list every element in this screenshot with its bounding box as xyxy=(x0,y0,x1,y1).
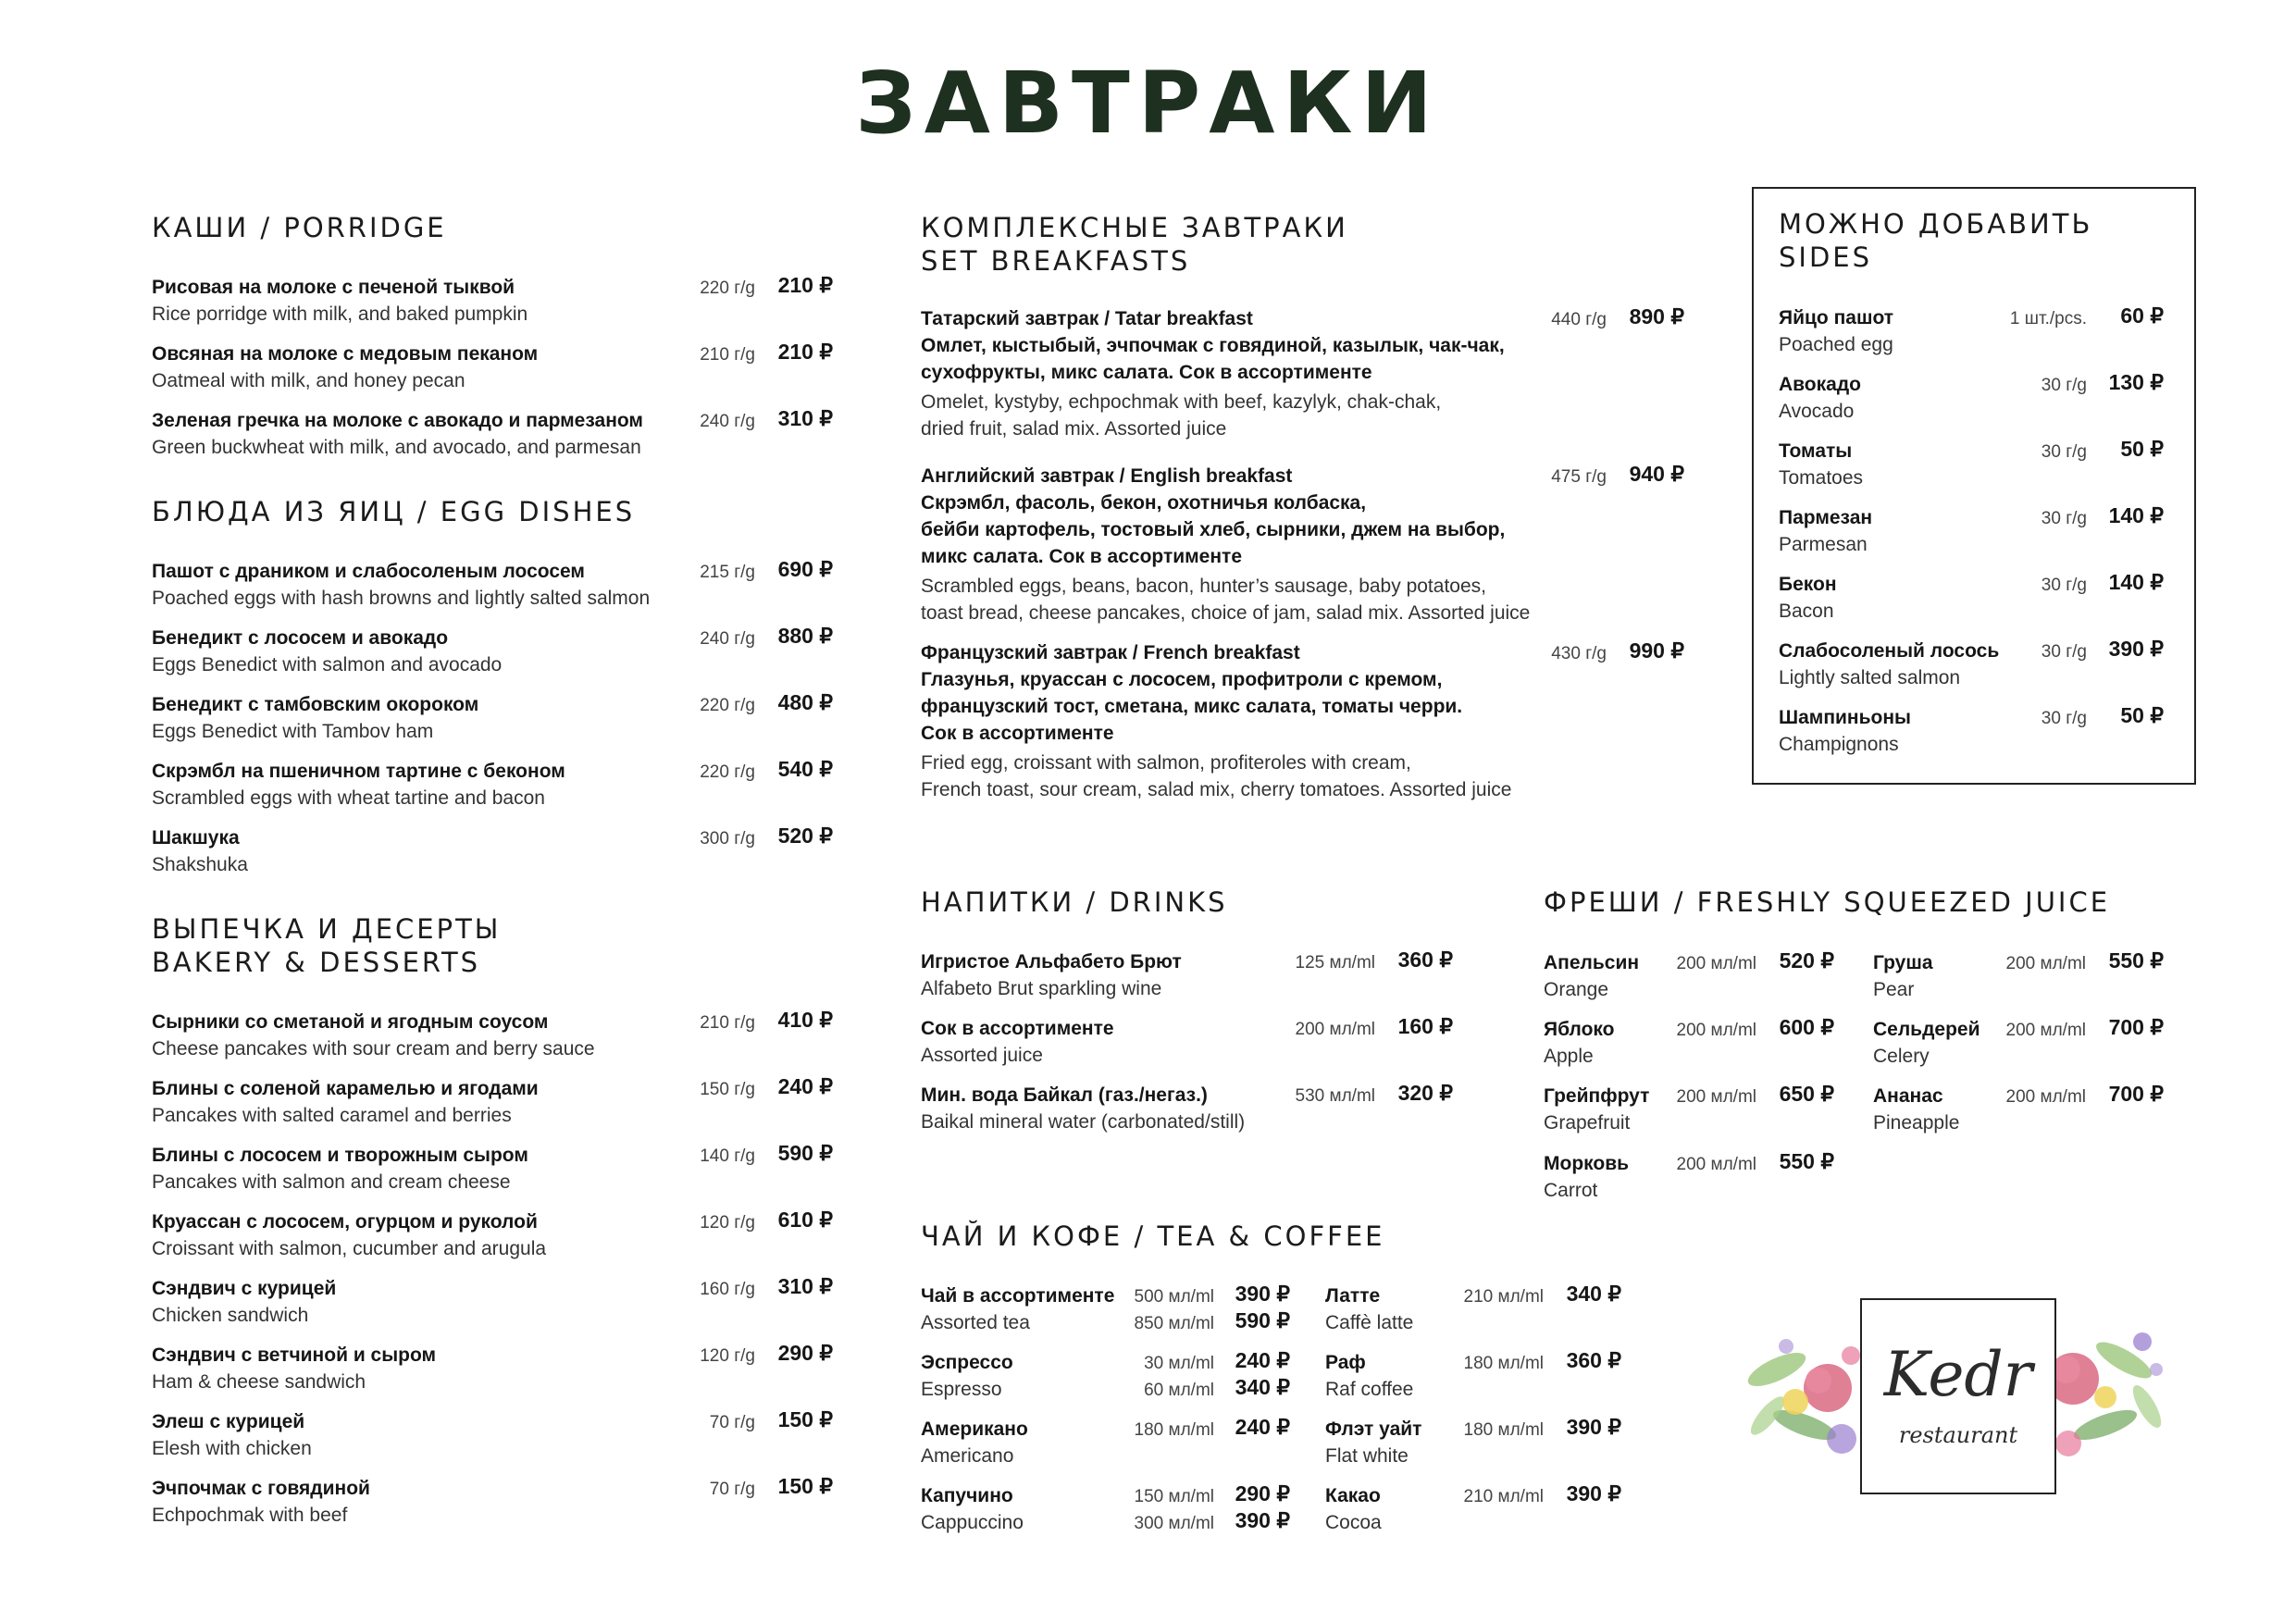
item-name-en: Ham & cheese sandwich xyxy=(152,1371,366,1393)
item-weight: 200 мл/ml xyxy=(1676,954,1756,973)
item-name-ru: Шампиньоны xyxy=(1779,707,1911,728)
sides-title-en: SIDES xyxy=(1779,242,1873,273)
item-price: 390 ₽ xyxy=(1235,1282,1290,1306)
item-name-ru: Какао xyxy=(1325,1485,1381,1506)
item-name-ru: Пашот с драником и слабосоленым лососем xyxy=(152,561,585,582)
item-name-en: Orange xyxy=(1544,979,1609,1000)
set-desc-en: French toast, sour cream, salad mix, cherry tomatoes. Assorted juice xyxy=(921,779,1512,800)
set-desc-ru: Омлет, кыстыбый, эчпочмак с говядиной, казылык, чак-чак, xyxy=(921,335,1505,356)
item-price: 410 ₽ xyxy=(777,1008,833,1032)
item-weight: 140 г/g xyxy=(700,1146,755,1166)
item-name-en: Assorted juice xyxy=(921,1045,1043,1066)
set-desc-ru: бейби картофель, тостовый хлеб, сырники, джем на выбор, xyxy=(921,519,1506,540)
item-price: 990 ₽ xyxy=(1629,638,1684,663)
item-name-ru: Сельдерей xyxy=(1873,1019,1980,1040)
item-weight: 300 г/g xyxy=(700,829,755,849)
item-weight: 30 мл/ml xyxy=(1144,1354,1214,1373)
item-price: 880 ₽ xyxy=(777,624,833,648)
item-weight: 150 г/g xyxy=(700,1080,755,1099)
item-name-en: Chicken sandwich xyxy=(152,1305,309,1326)
item-price: 310 ₽ xyxy=(777,1274,833,1298)
item-weight: 30 г/g xyxy=(2041,509,2087,528)
item-weight: 120 г/g xyxy=(700,1213,755,1233)
item-name-en: Baikal mineral water (carbonated/still) xyxy=(921,1111,1246,1133)
item-price: 700 ₽ xyxy=(2108,1082,2164,1106)
item-name-ru: Зеленая гречка на молоке с авокадо и пармезаном xyxy=(152,410,643,431)
item-price: 520 ₽ xyxy=(777,824,833,848)
page-title: ЗАВТРАКИ xyxy=(855,54,1441,153)
item-weight: 200 мл/ml xyxy=(2005,954,2086,973)
flowers-left-icon xyxy=(1740,1314,1879,1471)
item-price: 700 ₽ xyxy=(2108,1015,2164,1039)
item-name-ru: Эспрессо xyxy=(921,1352,1013,1373)
item-name-ru: Шакшука xyxy=(152,827,240,849)
item-name-en: Flat white xyxy=(1325,1445,1409,1467)
item-price: 610 ₽ xyxy=(777,1208,833,1232)
item-weight: 160 г/g xyxy=(700,1280,755,1299)
item-name-en: Espresso xyxy=(921,1379,1002,1400)
item-price: 160 ₽ xyxy=(1397,1014,1453,1038)
item-weight: 60 мл/ml xyxy=(1144,1381,1214,1400)
item-weight: 30 г/g xyxy=(2041,376,2087,395)
item-name-en: Croissant with salmon, cucumber and arugula xyxy=(152,1238,547,1259)
set-name: Английский завтрак / English breakfast xyxy=(921,465,1293,487)
item-name-ru: Груша xyxy=(1873,952,1933,973)
item-price: 140 ₽ xyxy=(2108,503,2164,527)
item-name-ru: Американо xyxy=(921,1419,1028,1440)
item-weight: 240 г/g xyxy=(700,412,755,431)
logo-subtitle: restaurant xyxy=(1898,1422,2018,1448)
bakery-title-en: BAKERY & DESSERTS xyxy=(152,947,481,978)
item-name-ru: Игристое Альфабето Брют xyxy=(921,951,1182,973)
item-name-en: Cheese pancakes with sour cream and berry sauce xyxy=(152,1038,595,1059)
item-weight: 500 мл/ml xyxy=(1134,1287,1214,1307)
item-weight: 1 шт./pcs. xyxy=(2009,309,2087,328)
item-name-en: Lightly salted salmon xyxy=(1779,667,1961,688)
item-weight: 200 мл/ml xyxy=(1676,1021,1756,1040)
tea-coffee-section-title: ЧАЙ И КОФЕ / TEA & COFFEE xyxy=(921,1220,1385,1252)
item-price: 550 ₽ xyxy=(2108,948,2164,973)
item-price: 140 ₽ xyxy=(2108,570,2164,594)
item-name-ru: Капучино xyxy=(921,1485,1013,1506)
item-name-ru: Овсяная на молоке с медовым пеканом xyxy=(152,343,539,365)
item-name-ru: Сок в ассортименте xyxy=(921,1018,1114,1039)
item-name-ru: Латте xyxy=(1325,1285,1381,1307)
item-weight: 30 г/g xyxy=(2041,442,2087,462)
item-weight: 240 г/g xyxy=(700,629,755,649)
item-weight: 180 мл/ml xyxy=(1463,1354,1544,1373)
sides-title-ru: МОЖНО ДОБАВИТЬ xyxy=(1779,208,2093,240)
item-name-ru: Сэндвич с ветчиной и сыром xyxy=(152,1344,437,1366)
item-name-en: Pear xyxy=(1873,979,1915,1000)
item-name-ru: Мин. вода Байкал (газ./негаз.) xyxy=(921,1084,1208,1106)
item-name-ru: Грейпфрут xyxy=(1544,1085,1650,1107)
item-price: 150 ₽ xyxy=(777,1407,833,1431)
item-weight: 180 мл/ml xyxy=(1134,1420,1214,1440)
sets-title-ru: КОМПЛЕКСНЫЕ ЗАВТРАКИ xyxy=(921,212,1348,243)
item-weight: 70 г/g xyxy=(709,1413,755,1432)
item-weight: 200 мл/ml xyxy=(2005,1087,2086,1107)
item-name-ru: Бекон xyxy=(1779,574,1837,595)
set-desc-en: toast bread, cheese pancakes, choice of jam, salad mix. Assorted juice xyxy=(921,602,1531,624)
item-weight: 120 г/g xyxy=(700,1346,755,1366)
item-weight: 30 г/g xyxy=(2041,576,2087,595)
item-price: 360 ₽ xyxy=(1566,1348,1621,1372)
item-name-en: Poached egg xyxy=(1779,334,1893,355)
item-weight: 200 мл/ml xyxy=(1676,1155,1756,1174)
set-breakfasts-section-title xyxy=(921,211,1348,278)
item-name-ru: Элеш с курицей xyxy=(152,1411,305,1432)
item-weight: 440 г/g xyxy=(1551,310,1607,329)
item-name-ru: Яйцо пашот xyxy=(1779,307,1894,328)
item-name-en: Echpochmak with beef xyxy=(152,1505,348,1526)
item-weight: 215 г/g xyxy=(700,563,755,582)
bakery-section-title xyxy=(152,912,501,979)
item-name-ru: Эчпочмак с говядиной xyxy=(152,1478,370,1499)
item-weight: 125 мл/ml xyxy=(1295,953,1375,973)
item-price: 210 ₽ xyxy=(777,340,833,364)
item-weight: 210 г/g xyxy=(700,1013,755,1033)
item-name-en: Caffè latte xyxy=(1325,1312,1414,1333)
restaurant-logo xyxy=(1860,1298,2056,1494)
item-name-en: Americano xyxy=(921,1445,1014,1467)
item-name-ru: Раф xyxy=(1325,1352,1366,1373)
set-desc-ru: Скрэмбл, фасоль, бекон, охотничья колбаска, xyxy=(921,492,1367,514)
item-name-en: Eggs Benedict with salmon and avocado xyxy=(152,654,503,675)
item-name-en: Assorted tea xyxy=(921,1312,1030,1333)
item-name-ru: Бенедикт с лососем и авокадо xyxy=(152,627,449,649)
item-name-ru: Слабосоленый лосось xyxy=(1779,640,2000,662)
item-name-ru: Пармезан xyxy=(1779,507,1873,528)
item-name-ru: Ананас xyxy=(1873,1085,1943,1107)
item-name-ru: Сэндвич с курицей xyxy=(152,1278,337,1299)
item-weight: 30 г/g xyxy=(2041,642,2087,662)
item-price: 390 ₽ xyxy=(2108,637,2164,661)
item-weight: 210 мл/ml xyxy=(1463,1487,1544,1506)
set-name: Татарский завтрак / Tatar breakfast xyxy=(921,308,1253,329)
item-weight: 530 мл/ml xyxy=(1295,1086,1375,1106)
item-name-en: Bacon xyxy=(1779,601,1834,622)
item-name-en: Parmesan xyxy=(1779,534,1868,555)
item-name-en: Cocoa xyxy=(1325,1512,1382,1533)
item-name-en: Green buckwheat with milk, and avocado, and parmesan xyxy=(152,437,641,458)
item-weight: 70 г/g xyxy=(709,1480,755,1499)
item-weight: 220 г/g xyxy=(700,696,755,715)
item-name-ru: Блины с лососем и творожным сыром xyxy=(152,1145,528,1166)
item-price: 480 ₽ xyxy=(777,690,833,714)
bakery-title-ru: ВЫПЕЧКА И ДЕСЕРТЫ xyxy=(152,913,502,945)
set-desc-ru: сухофрукты, микс салата. Сок в ассортименте xyxy=(921,362,1372,383)
item-name-ru: Рисовая на молоке с печеной тыквой xyxy=(152,277,515,298)
item-name-en: Raf coffee xyxy=(1325,1379,1414,1400)
item-price: 310 ₽ xyxy=(777,406,833,430)
item-name-en: Apple xyxy=(1544,1046,1594,1067)
item-price: 940 ₽ xyxy=(1629,462,1684,486)
item-price: 340 ₽ xyxy=(1235,1375,1290,1399)
item-weight: 220 г/g xyxy=(700,279,755,298)
set-desc-en: Fried egg, croissant with salmon, profiteroles with cream, xyxy=(921,752,1411,774)
item-name-en: Poached eggs with hash browns and lightly salted salmon xyxy=(152,588,651,609)
set-desc-ru: французский тост, сметана, микс салата, томаты черри. xyxy=(921,696,1463,717)
item-price: 130 ₽ xyxy=(2108,370,2164,394)
item-weight: 200 мл/ml xyxy=(1676,1087,1756,1107)
item-price: 650 ₽ xyxy=(1779,1082,1834,1106)
item-price: 520 ₽ xyxy=(1779,948,1834,973)
item-price: 390 ₽ xyxy=(1235,1508,1290,1532)
set-desc-ru: Глазунья, круассан с лососем, профитроли с кремом, xyxy=(921,669,1443,690)
item-weight: 300 мл/ml xyxy=(1134,1514,1214,1533)
item-name-en: Pancakes with salted caramel and berries xyxy=(152,1105,512,1126)
item-name-ru: Чай в ассортименте xyxy=(921,1285,1115,1307)
item-price: 290 ₽ xyxy=(777,1341,833,1365)
set-desc-ru: Сок в ассортименте xyxy=(921,723,1114,744)
item-price: 320 ₽ xyxy=(1397,1081,1453,1105)
item-name-en: Grapefruit xyxy=(1544,1112,1631,1134)
item-price: 600 ₽ xyxy=(1779,1015,1834,1039)
item-name-en: Champignons xyxy=(1779,734,1899,755)
item-name-ru: Морковь xyxy=(1544,1153,1630,1174)
item-price: 590 ₽ xyxy=(1235,1308,1290,1332)
item-name-ru: Авокадо xyxy=(1779,374,1861,395)
item-price: 50 ₽ xyxy=(2120,703,2164,727)
item-weight: 475 г/g xyxy=(1551,467,1607,487)
item-price: 690 ₽ xyxy=(777,557,833,581)
item-name-en: Cappuccino xyxy=(921,1512,1024,1533)
set-desc-ru: микс салата. Сок в ассортименте xyxy=(921,546,1243,567)
item-price: 290 ₽ xyxy=(1235,1481,1290,1505)
egg-dishes-section-title: БЛЮДА ИЗ ЯИЦ / EGG DISHES xyxy=(152,496,636,527)
item-weight: 30 г/g xyxy=(2041,709,2087,728)
item-name-ru: Бенедикт с тамбовским окороком xyxy=(152,694,479,715)
logo-name: Kedr xyxy=(1883,1339,2033,1410)
juice-section-title: ФРЕШИ / FRESHLY SQUEEZED JUICE xyxy=(1544,886,2111,918)
item-price: 390 ₽ xyxy=(1566,1415,1621,1439)
item-price: 240 ₽ xyxy=(777,1074,833,1098)
item-name-ru: Флэт уайт xyxy=(1325,1419,1422,1440)
item-weight: 430 г/g xyxy=(1551,644,1607,663)
item-weight: 850 мл/ml xyxy=(1134,1314,1214,1333)
item-weight: 150 мл/ml xyxy=(1134,1487,1214,1506)
sets-title-en: SET BREAKFASTS xyxy=(921,245,1191,277)
item-price: 240 ₽ xyxy=(1235,1348,1290,1372)
item-weight: 220 г/g xyxy=(700,762,755,782)
item-weight: 210 мл/ml xyxy=(1463,1287,1544,1307)
set-desc-en: Omelet, kystyby, echpochmak with beef, kazylyk, chak-chak, xyxy=(921,391,1442,413)
item-name-ru: Яблоко xyxy=(1544,1019,1615,1040)
item-price: 590 ₽ xyxy=(777,1141,833,1165)
item-price: 210 ₽ xyxy=(777,273,833,297)
item-price: 550 ₽ xyxy=(1779,1149,1834,1173)
item-name-ru: Круассан с лососем, огурцом и руколой xyxy=(152,1211,538,1233)
porridge-section-title: КАШИ / PORRIDGE xyxy=(152,212,447,243)
item-price: 890 ₽ xyxy=(1629,304,1684,328)
item-price: 60 ₽ xyxy=(2120,304,2164,328)
item-name-ru: Сырники со сметаной и ягодным соусом xyxy=(152,1011,549,1033)
item-price: 340 ₽ xyxy=(1566,1282,1621,1306)
item-name-en: Carrot xyxy=(1544,1180,1598,1201)
item-price: 150 ₽ xyxy=(777,1474,833,1498)
set-desc-en: Scrambled eggs, beans, bacon, hunter’s sausage, baby potatoes, xyxy=(921,576,1486,597)
item-name-en: Eggs Benedict with Tambov ham xyxy=(152,721,434,742)
item-name-en: Elesh with chicken xyxy=(152,1438,312,1459)
drinks-section-title: НАПИТКИ / DRINKS xyxy=(921,886,1228,918)
item-price: 360 ₽ xyxy=(1397,948,1453,972)
item-name-en: Pancakes with salmon and cream cheese xyxy=(152,1171,511,1193)
item-price: 390 ₽ xyxy=(1566,1481,1621,1505)
item-name-ru: Томаты xyxy=(1779,440,1853,462)
item-weight: 200 мл/ml xyxy=(1295,1020,1375,1039)
item-name-en: Pineapple xyxy=(1873,1112,1960,1134)
item-price: 240 ₽ xyxy=(1235,1415,1290,1439)
item-name-en: Shakshuka xyxy=(152,854,248,875)
item-name-en: Celery xyxy=(1873,1046,1930,1067)
item-name-ru: Апельсин xyxy=(1544,952,1640,973)
item-weight: 210 г/g xyxy=(700,345,755,365)
item-name-en: Oatmeal with milk, and honey pecan xyxy=(152,370,465,391)
item-weight: 180 мл/ml xyxy=(1463,1420,1544,1440)
item-name-en: Tomatoes xyxy=(1779,467,1864,489)
item-name-en: Rice porridge with milk, and baked pumpkin xyxy=(152,304,528,325)
item-weight: 200 мл/ml xyxy=(2005,1021,2086,1040)
item-name-en: Alfabeto Brut sparkling wine xyxy=(921,978,1162,999)
item-price: 50 ₽ xyxy=(2120,437,2164,461)
item-name-en: Avocado xyxy=(1779,401,1855,422)
item-name-ru: Блины с соленой карамелью и ягодами xyxy=(152,1078,539,1099)
item-price: 540 ₽ xyxy=(777,757,833,781)
sides-section-title xyxy=(1779,207,2092,274)
item-name-ru: Скрэмбл на пшеничном тартине с беконом xyxy=(152,761,565,782)
item-name-en: Scrambled eggs with wheat tartine and bacon xyxy=(152,787,545,809)
set-desc-en: dried fruit, salad mix. Assorted juice xyxy=(921,418,1227,440)
set-name: Французский завтрак / French breakfast xyxy=(921,642,1300,663)
